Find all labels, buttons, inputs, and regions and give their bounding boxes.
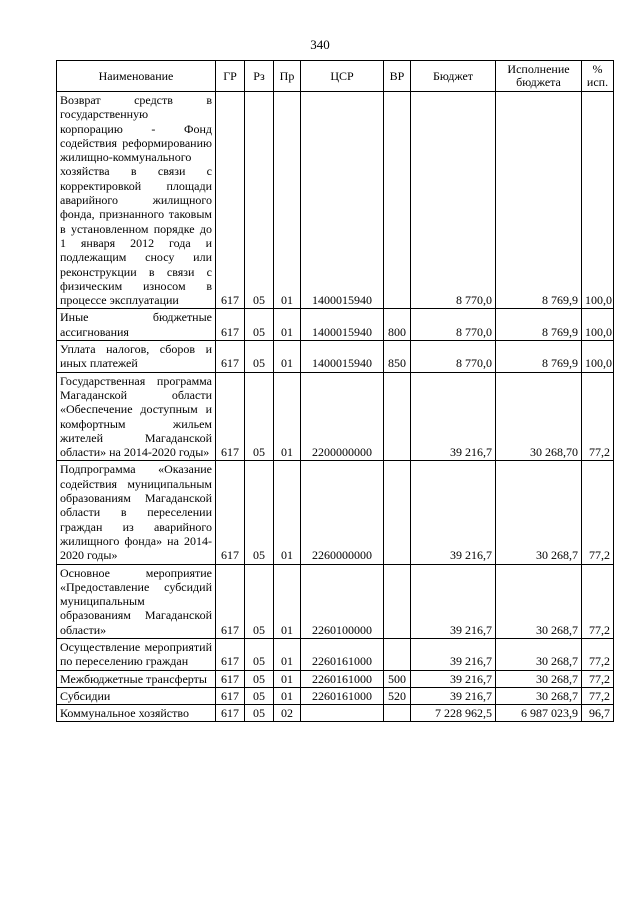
cell-pr: 01 bbox=[274, 461, 301, 564]
cell-rz: 05 bbox=[245, 372, 274, 461]
cell-gr: 617 bbox=[216, 372, 245, 461]
table-row bbox=[57, 638, 614, 670]
cell-rz: 05 bbox=[245, 705, 274, 722]
cell-execution: 30 268,70 bbox=[496, 372, 582, 461]
cell-percent: 77,2 bbox=[582, 638, 614, 670]
cell-vr bbox=[384, 705, 411, 722]
cell-rz: 05 bbox=[245, 670, 274, 687]
cell-budget: 39 216,7 bbox=[411, 670, 496, 687]
table-header-row bbox=[57, 61, 614, 92]
cell-vr: 850 bbox=[384, 341, 411, 373]
cell-percent: 77,2 bbox=[582, 564, 614, 638]
cell-pr: 01 bbox=[274, 687, 301, 704]
cell-percent: 96,7 bbox=[582, 705, 614, 722]
header-pr: Пр bbox=[274, 61, 301, 92]
cell-gr: 617 bbox=[216, 564, 245, 638]
cell-vr bbox=[384, 564, 411, 638]
cell-name: Иные бюджетные ассигнования bbox=[57, 309, 216, 341]
cell-execution: 8 769,9 bbox=[496, 309, 582, 341]
cell-name: Возврат средств в государственную корпорацию - Фонд содействия реформированию жилищно-коммунального хозяйства в связи с корректировкой площади аварийного жилищного фонда, признанного таковым в установленном порядке до 1 января 2012 года и подлежащим сносу или реконструкции в связи с физическим износом в процессе эксплуатации bbox=[57, 92, 216, 309]
cell-gr: 617 bbox=[216, 309, 245, 341]
cell-execution: 6 987 023,9 bbox=[496, 705, 582, 722]
cell-csr: 2200000000 bbox=[301, 372, 384, 461]
cell-csr: 1400015940 bbox=[301, 309, 384, 341]
cell-budget: 39 216,7 bbox=[411, 638, 496, 670]
cell-pr: 02 bbox=[274, 705, 301, 722]
cell-csr: 2260161000 bbox=[301, 638, 384, 670]
cell-rz: 05 bbox=[245, 638, 274, 670]
cell-pr: 01 bbox=[274, 638, 301, 670]
cell-rz: 05 bbox=[245, 341, 274, 373]
cell-budget: 7 228 962,5 bbox=[411, 705, 496, 722]
cell-gr: 617 bbox=[216, 341, 245, 373]
table-row bbox=[57, 687, 614, 704]
cell-execution: 30 268,7 bbox=[496, 670, 582, 687]
header-csr: ЦСР bbox=[301, 61, 384, 92]
cell-name: Подпрограмма «Оказание содействия муниципальным образованиям Магаданской области в переселении граждан из аварийного жилищного фонда» на 2014-2020 годы» bbox=[57, 461, 216, 564]
cell-name: Государственная программа Магаданской области «Обеспечение доступным и комфортным жильем жителей Магаданской области» на 2014-2020 годы» bbox=[57, 372, 216, 461]
header-execution: Исполнение бюджета bbox=[496, 61, 582, 92]
cell-pr: 01 bbox=[274, 670, 301, 687]
cell-execution: 8 769,9 bbox=[496, 92, 582, 309]
cell-gr: 617 bbox=[216, 705, 245, 722]
cell-csr: 2260161000 bbox=[301, 670, 384, 687]
cell-vr bbox=[384, 461, 411, 564]
header-gr: ГР bbox=[216, 61, 245, 92]
cell-vr: 500 bbox=[384, 670, 411, 687]
cell-name: Осуществление мероприятий по переселению граждан bbox=[57, 638, 216, 670]
cell-percent: 100,0 bbox=[582, 309, 614, 341]
cell-name: Субсидии bbox=[57, 687, 216, 704]
cell-pr: 01 bbox=[274, 564, 301, 638]
budget-table bbox=[56, 60, 614, 722]
cell-name: Коммунальное хозяйство bbox=[57, 705, 216, 722]
cell-budget: 39 216,7 bbox=[411, 372, 496, 461]
cell-percent: 77,2 bbox=[582, 670, 614, 687]
table-row bbox=[57, 341, 614, 373]
cell-rz: 05 bbox=[245, 92, 274, 309]
cell-csr: 2260100000 bbox=[301, 564, 384, 638]
header-budget: Бюджет bbox=[411, 61, 496, 92]
page-number: 340 bbox=[310, 37, 330, 52]
cell-rz: 05 bbox=[245, 461, 274, 564]
cell-csr: 1400015940 bbox=[301, 92, 384, 309]
cell-gr: 617 bbox=[216, 638, 245, 670]
cell-execution: 30 268,7 bbox=[496, 687, 582, 704]
cell-name: Основное мероприятие «Предоставление субсидий муниципальным образованиям Магаданской области» bbox=[57, 564, 216, 638]
cell-budget: 8 770,0 bbox=[411, 341, 496, 373]
cell-budget: 8 770,0 bbox=[411, 92, 496, 309]
table-row bbox=[57, 670, 614, 687]
table-row bbox=[57, 92, 614, 309]
cell-gr: 617 bbox=[216, 687, 245, 704]
cell-csr: 2260161000 bbox=[301, 687, 384, 704]
cell-gr: 617 bbox=[216, 670, 245, 687]
cell-csr: 1400015940 bbox=[301, 341, 384, 373]
cell-budget: 39 216,7 bbox=[411, 461, 496, 564]
cell-csr: 2260000000 bbox=[301, 461, 384, 564]
cell-pr: 01 bbox=[274, 372, 301, 461]
cell-vr bbox=[384, 92, 411, 309]
header-rz: Рз bbox=[245, 61, 274, 92]
cell-percent: 77,2 bbox=[582, 461, 614, 564]
cell-percent: 77,2 bbox=[582, 687, 614, 704]
cell-execution: 30 268,7 bbox=[496, 638, 582, 670]
cell-rz: 05 bbox=[245, 687, 274, 704]
cell-vr bbox=[384, 638, 411, 670]
cell-gr: 617 bbox=[216, 461, 245, 564]
cell-execution: 30 268,7 bbox=[496, 564, 582, 638]
cell-pr: 01 bbox=[274, 92, 301, 309]
cell-name: Межбюджетные трансферты bbox=[57, 670, 216, 687]
cell-pr: 01 bbox=[274, 341, 301, 373]
cell-rz: 05 bbox=[245, 564, 274, 638]
cell-budget: 39 216,7 bbox=[411, 564, 496, 638]
cell-vr: 800 bbox=[384, 309, 411, 341]
table-row bbox=[57, 372, 614, 461]
header-name: Наименование bbox=[57, 61, 216, 92]
table-row bbox=[57, 461, 614, 564]
cell-csr bbox=[301, 705, 384, 722]
header-percent: % исп. bbox=[582, 61, 614, 92]
cell-execution: 30 268,7 bbox=[496, 461, 582, 564]
cell-gr: 617 bbox=[216, 92, 245, 309]
cell-vr: 520 bbox=[384, 687, 411, 704]
table-row bbox=[57, 309, 614, 341]
cell-budget: 8 770,0 bbox=[411, 309, 496, 341]
cell-budget: 39 216,7 bbox=[411, 687, 496, 704]
table-row bbox=[57, 564, 614, 638]
cell-percent: 77,2 bbox=[582, 372, 614, 461]
cell-execution: 8 769,9 bbox=[496, 341, 582, 373]
cell-pr: 01 bbox=[274, 309, 301, 341]
cell-name: Уплата налогов, сборов и иных платежей bbox=[57, 341, 216, 373]
cell-percent: 100,0 bbox=[582, 341, 614, 373]
table-row bbox=[57, 705, 614, 722]
header-vr: ВР bbox=[384, 61, 411, 92]
cell-vr bbox=[384, 372, 411, 461]
cell-percent: 100,0 bbox=[582, 92, 614, 309]
cell-rz: 05 bbox=[245, 309, 274, 341]
